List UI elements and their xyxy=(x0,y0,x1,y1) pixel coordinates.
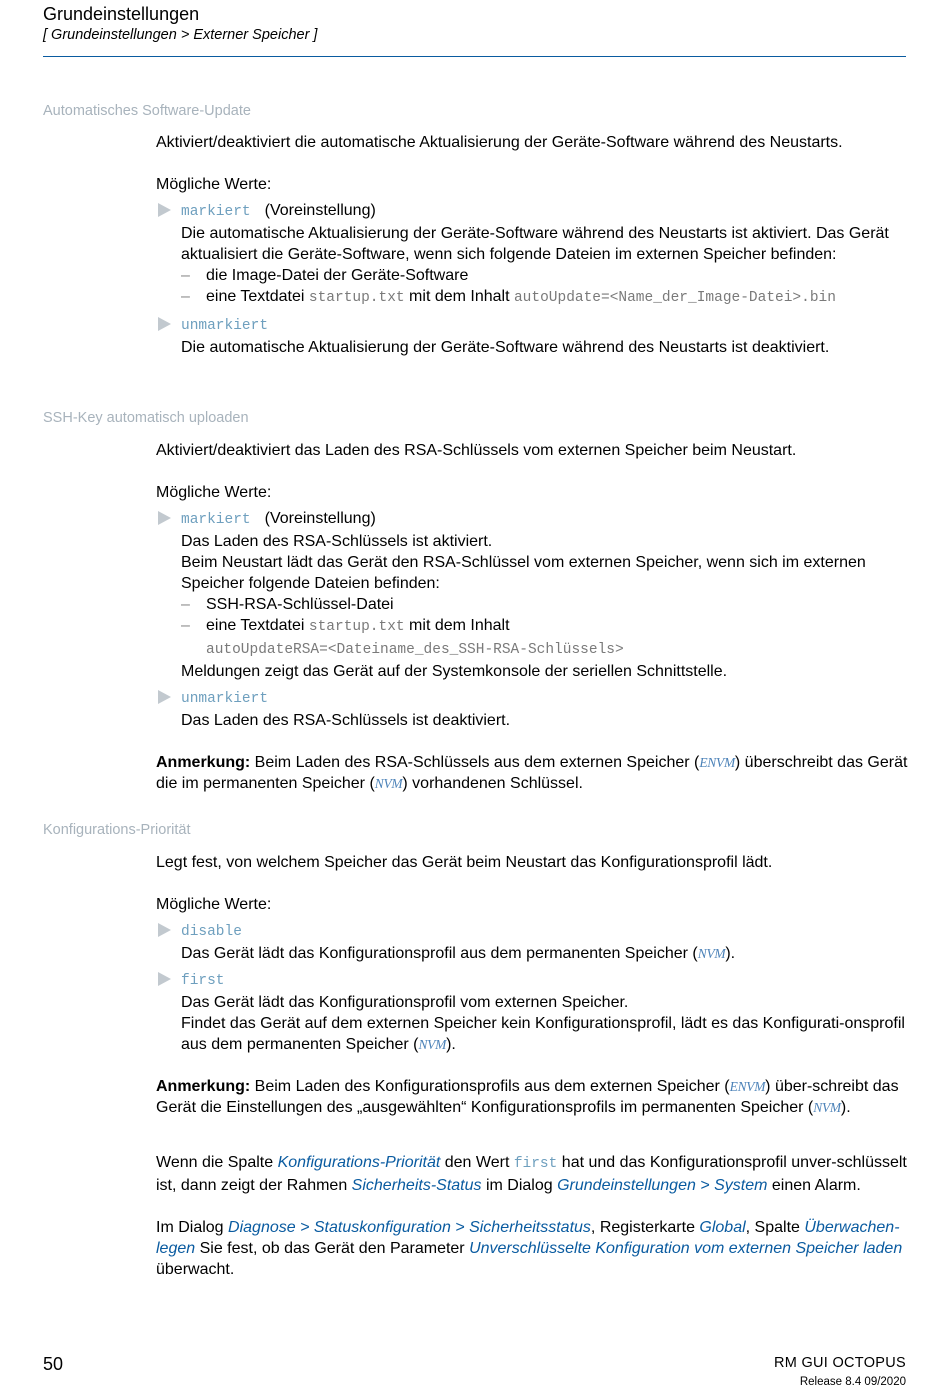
option-value: markiert xyxy=(181,204,251,220)
text: Sie fest, ob das Gerät den Parameter xyxy=(195,1240,470,1257)
note-text: Beim Laden des RSA-Schlüssels aus dem externen Speicher ( xyxy=(250,754,700,771)
option-unmarkiert xyxy=(156,314,911,358)
section-description: Aktiviert/deaktiviert das Laden des RSA-Schlüssels vom externen Speicher beim Neustart. xyxy=(156,442,797,459)
link-diagnose-security-status[interactable]: Diagnose > Statuskonfiguration > Sicherheitsstatus xyxy=(228,1219,591,1236)
note-text: ) vorhandenen Schlüssel. xyxy=(402,775,583,792)
note-text: Beim Laden des Konfigurationsprofils aus dem externen Speicher ( xyxy=(250,1078,730,1095)
triangle-bullet-icon xyxy=(158,203,171,217)
list-item-text: SSH-RSA-Schlüssel-Datei xyxy=(206,596,394,613)
section-description: Aktiviert/deaktiviert die automatische Aktualisierung der Geräte-Software während des Neustarts. xyxy=(156,134,843,151)
list-item-text: mit dem Inhalt xyxy=(404,617,510,634)
section-title-ssh-key: SSH-Key automatisch uploaden xyxy=(43,410,249,426)
section-title-config-priority: Konfigurations-Priorität xyxy=(43,822,191,838)
text: überwacht. xyxy=(156,1261,235,1278)
option-value: disable xyxy=(181,924,242,940)
option-value: unmarkiert xyxy=(181,691,269,707)
option-text: Das Laden des RSA-Schlüssels ist aktiviert. xyxy=(181,533,493,550)
list-item: – eine Textdatei startup.txt mit dem Inhalt autoUpdateRSA=<Dateiname_des_SSH-RSA-Schlüssels> xyxy=(181,617,624,658)
option-text: Beim Neustart lädt das Gerät den RSA-Schlüssel vom externen Speicher, wenn sich im externen Speicher folgende Dateien befinden: xyxy=(181,554,866,592)
option-first xyxy=(156,969,911,1055)
note xyxy=(156,752,911,794)
link-tab-global[interactable]: Global xyxy=(699,1219,746,1236)
page-title: Grundeinstellungen xyxy=(43,4,200,24)
link-column-monitor[interactable]: Überwachen-legen xyxy=(156,1219,900,1257)
text: einen Alarm. xyxy=(767,1177,861,1194)
note-text: ) über-schreibt das Gerät die Einstellungen des „ausgewählten“ Konfigurationsprofils im permanenten Speicher ( xyxy=(156,1078,899,1116)
paragraph-monitoring xyxy=(156,1217,911,1280)
code-content: autoUpdateRSA=<Dateiname_des_SSH-RSA-Schlüssels> xyxy=(206,642,624,658)
option-text-part: Findet das Gerät auf dem externen Speicher kein Konfigurationsprofil, lädt es das Konfigurati-onsprofil aus dem permanenten Speicher ( xyxy=(181,1015,905,1053)
option-value: markiert xyxy=(181,512,251,528)
option-disable xyxy=(156,920,911,964)
option-suffix: (Voreinstellung) xyxy=(264,202,376,219)
breadcrumb: [ Grundeinstellungen > Externer Speicher ] xyxy=(43,27,318,43)
page-number: 50 xyxy=(43,1354,64,1374)
option-suffix: (Voreinstellung) xyxy=(264,510,376,527)
section-body-software-update xyxy=(156,132,911,358)
envm-term: ENVM xyxy=(699,755,735,770)
link-security-status[interactable]: Sicherheits-Status xyxy=(351,1177,482,1194)
option-value: first xyxy=(181,973,225,989)
nvm-term: NVM xyxy=(418,1037,447,1052)
nvm-term: NVM xyxy=(697,946,726,961)
triangle-bullet-icon xyxy=(158,690,171,704)
header-divider xyxy=(43,56,906,57)
list-item-text: eine Textdatei xyxy=(206,288,309,305)
section-title-software-update: Automatisches Software-Update xyxy=(43,103,251,119)
option-text: Die automatische Aktualisierung der Geräte-Software während des Neustarts ist aktiviert. Das Gerät aktualisiert die Geräte-Software, wenn sich folgende Dateien im externen Speicher befinden: xyxy=(181,225,889,263)
triangle-bullet-icon xyxy=(158,511,171,525)
note xyxy=(156,1076,911,1118)
option-text: Meldungen zeigt das Gerät auf der Systemkonsole der seriellen Schnittstelle. xyxy=(181,663,728,680)
section-body-config-priority xyxy=(156,852,911,1280)
option-text xyxy=(181,943,911,964)
text: , Spalte xyxy=(745,1219,805,1236)
list-item-text: mit dem Inhalt xyxy=(404,288,514,305)
option-text-part: ). xyxy=(725,945,736,962)
section-description: Legt fest, von welchem Speicher das Gerät beim Neustart das Konfigurationsprofil lädt. xyxy=(156,854,773,871)
option-markiert xyxy=(156,508,911,682)
triangle-bullet-icon xyxy=(158,317,171,331)
text: den Wert xyxy=(440,1154,514,1171)
link-unencrypted-config[interactable]: Unverschlüsselte Konfiguration vom externen Speicher laden xyxy=(469,1240,903,1257)
text: hat und das Konfigurationsprofil unver-schlüsselt ist, dann zeigt der Rahmen xyxy=(156,1154,907,1194)
release-info: Release 8.4 09/2020 xyxy=(799,1376,906,1388)
list-item: – die Image-Datei der Geräte-Software xyxy=(181,267,469,284)
note-text: ). xyxy=(840,1099,851,1116)
link-basic-settings-system[interactable]: Grundeinstellungen > System xyxy=(557,1177,768,1194)
text: im Dialog xyxy=(481,1177,558,1194)
paragraph-alarm xyxy=(156,1152,911,1196)
nvm-term: NVM xyxy=(813,1100,841,1115)
option-unmarkiert xyxy=(156,687,911,731)
text: Wenn die Spalte xyxy=(156,1154,278,1171)
triangle-bullet-icon xyxy=(158,972,171,986)
code-value: first xyxy=(513,1156,558,1172)
values-label: Mögliche Werte: xyxy=(156,484,272,501)
document-title: RM GUI OCTOPUS xyxy=(773,1355,906,1371)
values-label: Mögliche Werte: xyxy=(156,176,272,193)
list-item-text: die Image-Datei der Geräte-Software xyxy=(206,267,469,284)
section-body-ssh-key xyxy=(156,440,911,794)
note-label: Anmerkung: xyxy=(156,1078,251,1095)
code-filename: startup.txt xyxy=(308,619,405,635)
option-text-part: Das Gerät lädt das Konfigurationsprofil aus dem permanenten Speicher ( xyxy=(181,945,698,962)
text: Im Dialog xyxy=(156,1219,229,1236)
nvm-term: NVM xyxy=(374,776,403,791)
list-item: – SSH-RSA-Schlüssel-Datei xyxy=(181,596,394,613)
option-text xyxy=(181,1013,911,1055)
option-text: Das Laden des RSA-Schlüssels ist deaktiviert. xyxy=(181,712,511,729)
code-content: autoUpdate=<Name_der_Image-Datei>.bin xyxy=(513,290,836,306)
option-markiert xyxy=(156,200,911,309)
option-text: Das Gerät lädt das Konfigurationsprofil vom externen Speicher. xyxy=(181,994,629,1011)
option-text: Die automatische Aktualisierung der Geräte-Software während des Neustarts ist deaktiviert. xyxy=(181,339,830,356)
text: , Registerkarte xyxy=(590,1219,700,1236)
values-label: Mögliche Werte: xyxy=(156,896,272,913)
note-text: ) überschreibt das Gerät die im permanenten Speicher ( xyxy=(156,754,908,792)
envm-term: ENVM xyxy=(729,1079,766,1094)
triangle-bullet-icon xyxy=(158,923,171,937)
code-filename: startup.txt xyxy=(308,290,405,306)
list-item: – eine Textdatei startup.txt mit dem Inhalt autoUpdate=<Name_der_Image-Datei>.bin xyxy=(181,288,836,306)
option-text-part: ). xyxy=(446,1036,456,1053)
option-value: unmarkiert xyxy=(181,318,269,334)
list-item-text: eine Textdatei xyxy=(206,617,309,634)
link-config-priority[interactable]: Konfigurations-Priorität xyxy=(277,1154,441,1171)
note-label: Anmerkung: xyxy=(156,754,251,771)
